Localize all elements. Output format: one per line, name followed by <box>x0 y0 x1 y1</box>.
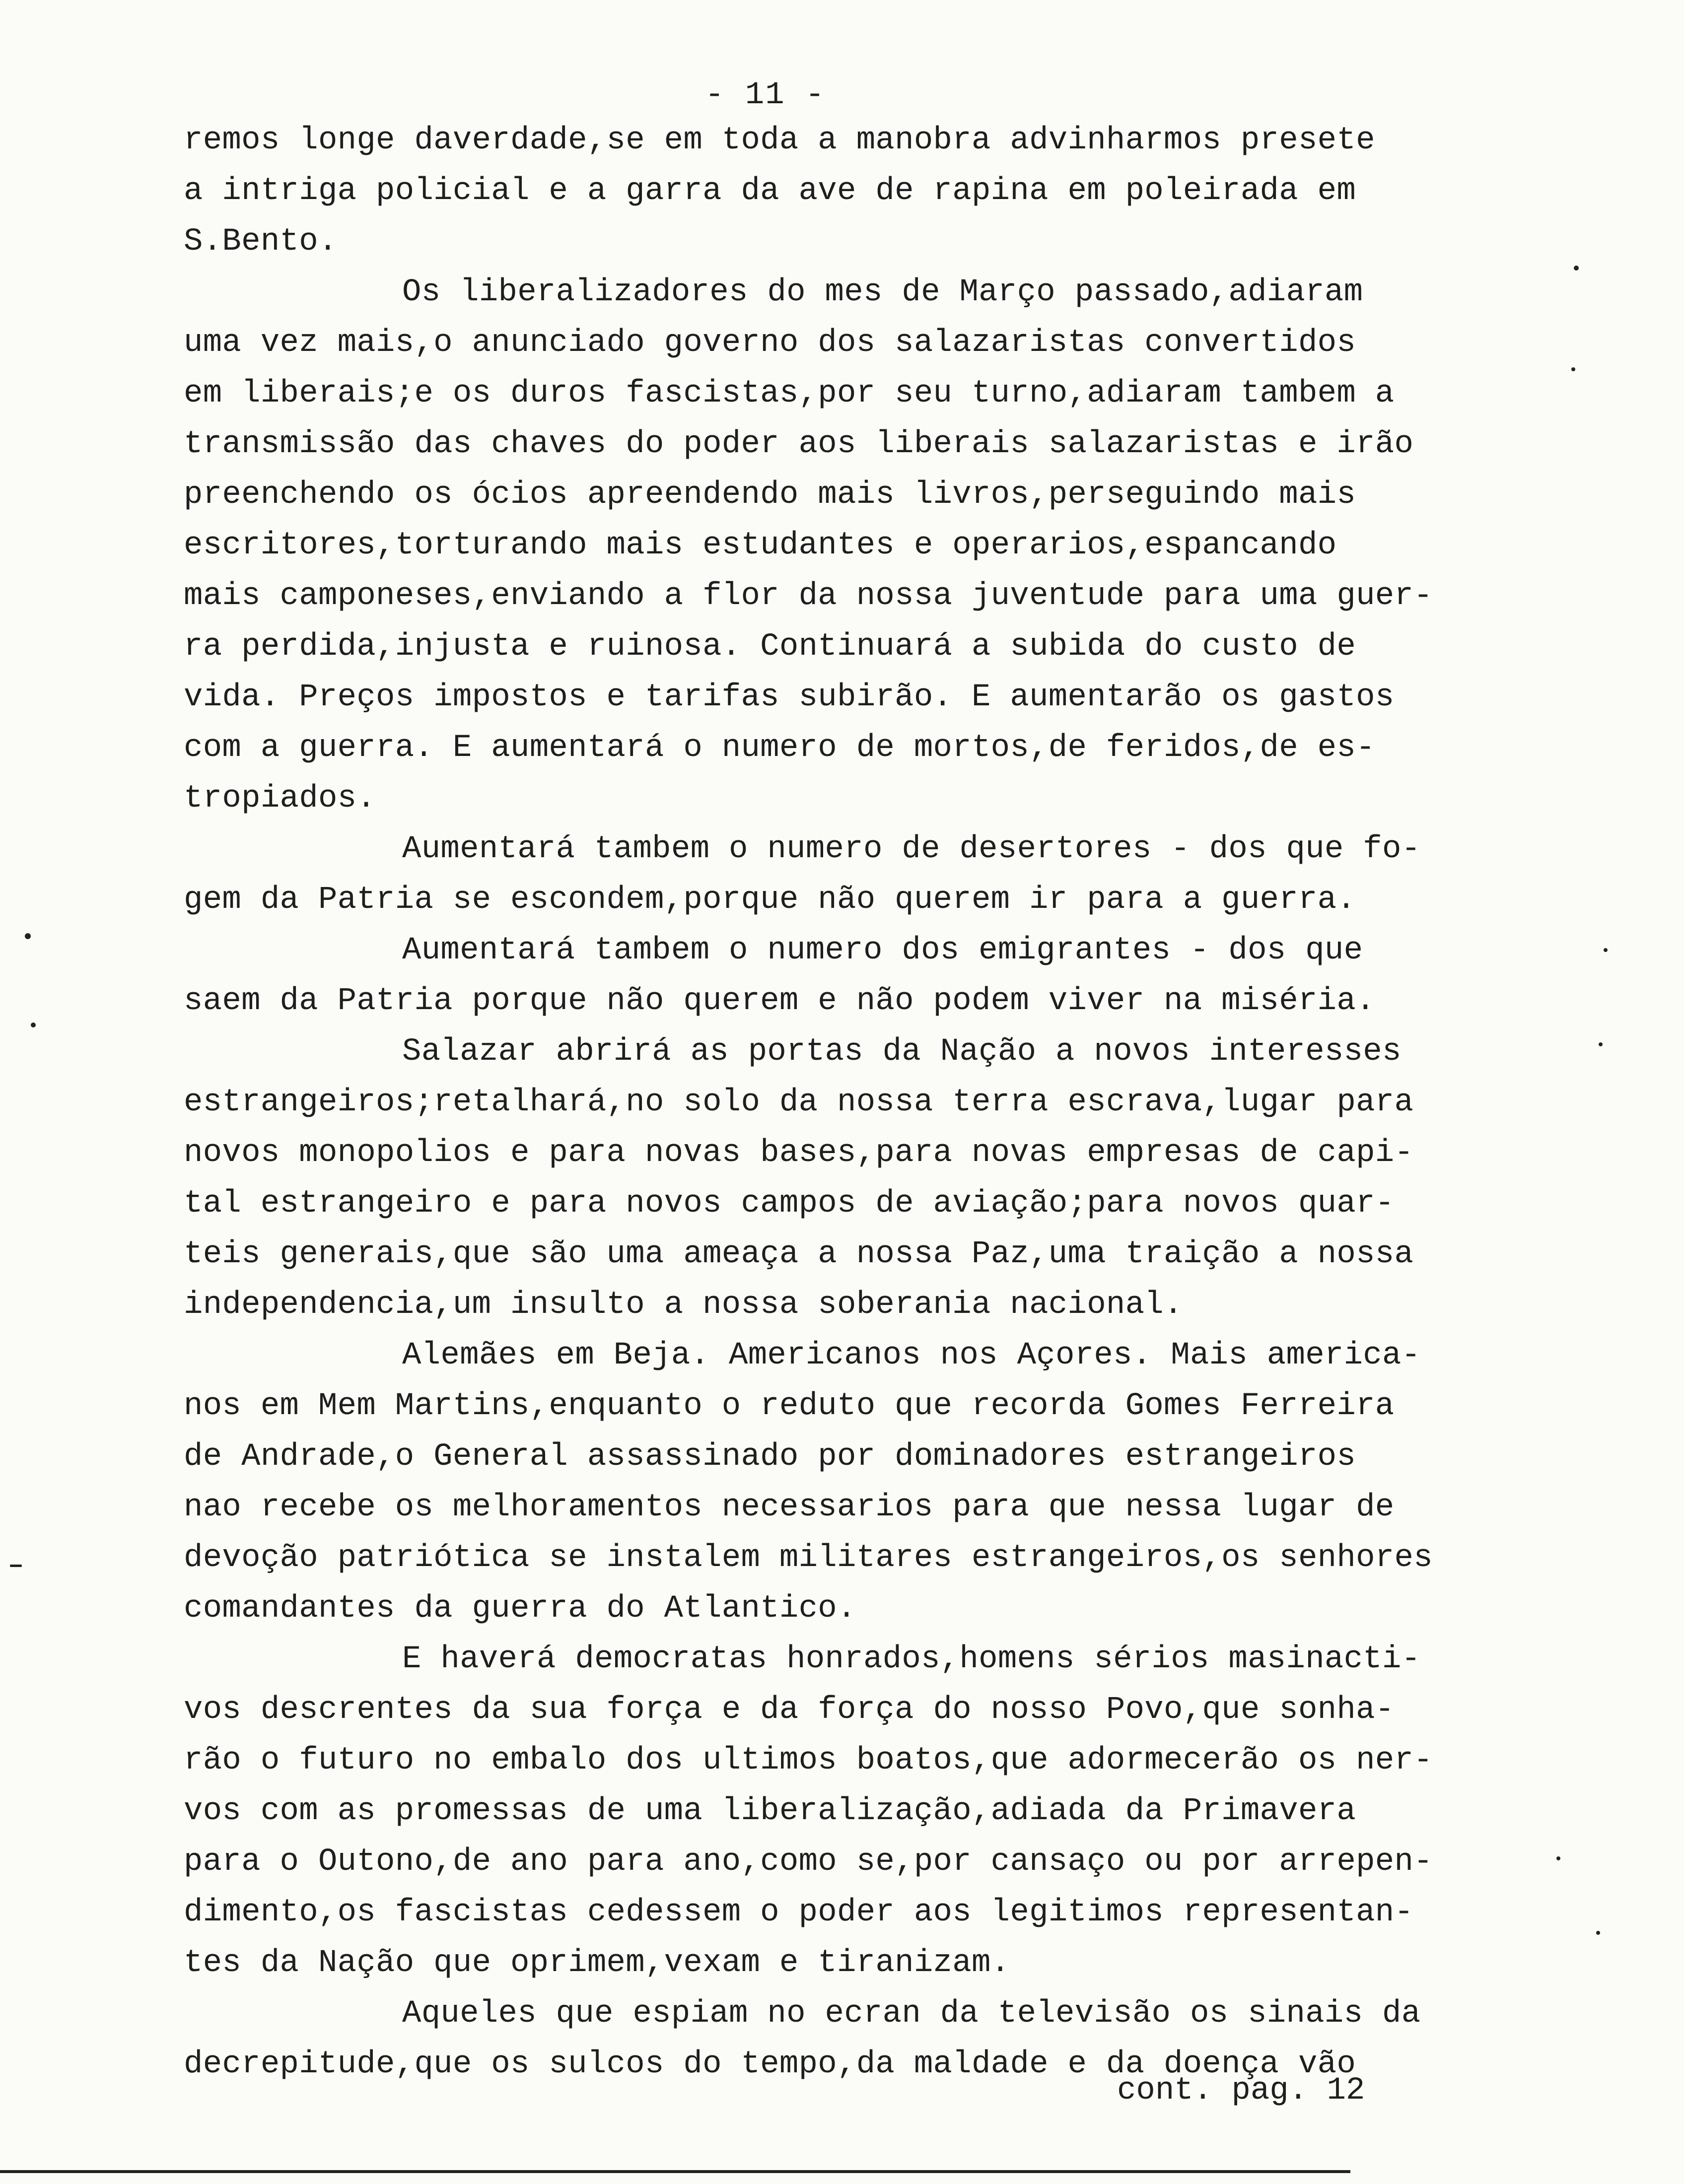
text-line: de Andrade,o General assassinado por dominadores estrangeiros <box>184 1439 1356 1475</box>
text-line: preenchendo os ócios apreendendo mais livros,perseguindo mais <box>184 477 1356 513</box>
text-line: Aumentará tambem o numero dos emigrantes - dos que <box>402 933 1363 968</box>
text-line: Aumentará tambem o numero de desertores - dos que fo- <box>402 831 1421 867</box>
text-line: para o Outono,de ano para ano,como se,por cansaço ou por arrepen- <box>184 1844 1433 1880</box>
scan-speck <box>1599 1042 1603 1046</box>
text-line: rão o futuro no embalo dos ultimos boatos,que adormecerão os ner- <box>184 1743 1433 1778</box>
scan-speck <box>31 1023 36 1027</box>
text-line: Alemães em Beja. Americanos nos Açores. Mais america- <box>402 1338 1421 1373</box>
text-line: saem da Patria porque não querem e não podem viver na miséria. <box>184 983 1375 1019</box>
text-line: vos descrentes da sua força e da força do nosso Povo,que sonha- <box>184 1692 1395 1728</box>
text-line: vos com as promessas de uma liberalização,adiada da Primavera <box>184 1793 1356 1829</box>
text-line: devoção patriótica se instalem militares estrangeiros,os senhores <box>184 1540 1433 1576</box>
text-line: estrangeiros;retalhará,no solo da nossa terra escrava,lugar para <box>184 1085 1414 1120</box>
text-line: com a guerra. E aumentará o numero de mortos,de feridos,de es- <box>184 730 1375 766</box>
text-line: E haverá democratas honrados,homens sérios masinacti- <box>402 1641 1421 1677</box>
text-line: teis generais,que são uma ameaça a nossa Paz,uma traição a nossa <box>184 1236 1414 1272</box>
scan-speck <box>1604 948 1608 952</box>
text-line: em liberais;e os duros fascistas,por seu turno,adiaram tambem a <box>184 376 1395 411</box>
text-line: transmissão das chaves do poder aos liberais salazaristas e irão <box>184 426 1414 462</box>
page-number: - 11 - <box>705 77 826 113</box>
text-line: comandantes da guerra do Atlantico. <box>184 1591 856 1627</box>
scan-speck <box>1574 266 1579 271</box>
continuation-note: cont. pag. 12 <box>1117 2073 1365 2109</box>
text-line: Os liberalizadores do mes de Março passado,adiaram <box>402 274 1363 310</box>
text-line: decrepitude,que os sulcos do tempo,da maldade e da doença vão <box>184 2047 1356 2082</box>
scan-speck <box>1556 1856 1560 1860</box>
text-line: uma vez mais,o anunciado governo dos salazaristas convertidos <box>184 325 1356 361</box>
text-line: gem da Patria se escondem,porque não querem ir para a guerra. <box>184 882 1356 918</box>
text-line: dimento,os fascistas cedessem o poder aos legitimos representan- <box>184 1895 1414 1930</box>
text-line: tes da Nação que oprimem,vexam e tiranizam. <box>184 1945 1010 1981</box>
page-bottom-edge <box>0 2170 1350 2173</box>
text-line: novos monopolios e para novas bases,para novas empresas de capi- <box>184 1135 1414 1171</box>
text-line: mais camponeses,enviando a flor da nossa juventude para uma guer- <box>184 578 1433 614</box>
text-line: ra perdida,injusta e ruinosa. Continuará a subida do custo de <box>184 629 1356 665</box>
text-line: Salazar abrirá as portas da Nação a novos interesses <box>402 1034 1402 1070</box>
text-line: vida. Preços impostos e tarifas subirão. E aumentarão os gastos <box>184 680 1395 715</box>
scan-speck <box>25 933 31 939</box>
text-line: remos longe daverdade,se em toda a manobra advinharmos presete <box>184 123 1375 158</box>
text-line: independencia,um insulto a nossa soberania nacional. <box>184 1287 1183 1323</box>
scan-speck <box>1596 1931 1600 1935</box>
text-line: nos em Mem Martins,enquanto o reduto que recorda Gomes Ferreira <box>184 1388 1395 1424</box>
typed-text-body <box>184 115 1484 2090</box>
text-line: nao recebe os melhoramentos necessarios para que nessa lugar de <box>184 1490 1395 1525</box>
text-line: S.Bento. <box>184 224 338 260</box>
scan-speck <box>10 1565 22 1567</box>
text-line: a intriga policial e a garra da ave de rapina em poleirada em <box>184 173 1356 209</box>
text-line: tal estrangeiro e para novos campos de aviação;para novos quar- <box>184 1186 1395 1222</box>
scan-speck <box>1571 367 1575 371</box>
text-line: tropiados. <box>184 781 376 817</box>
text-line: escritores,torturando mais estudantes e operarios,espancando <box>184 528 1337 563</box>
text-line: Aqueles que espiam no ecran da televisão os sinais da <box>402 1996 1421 2032</box>
